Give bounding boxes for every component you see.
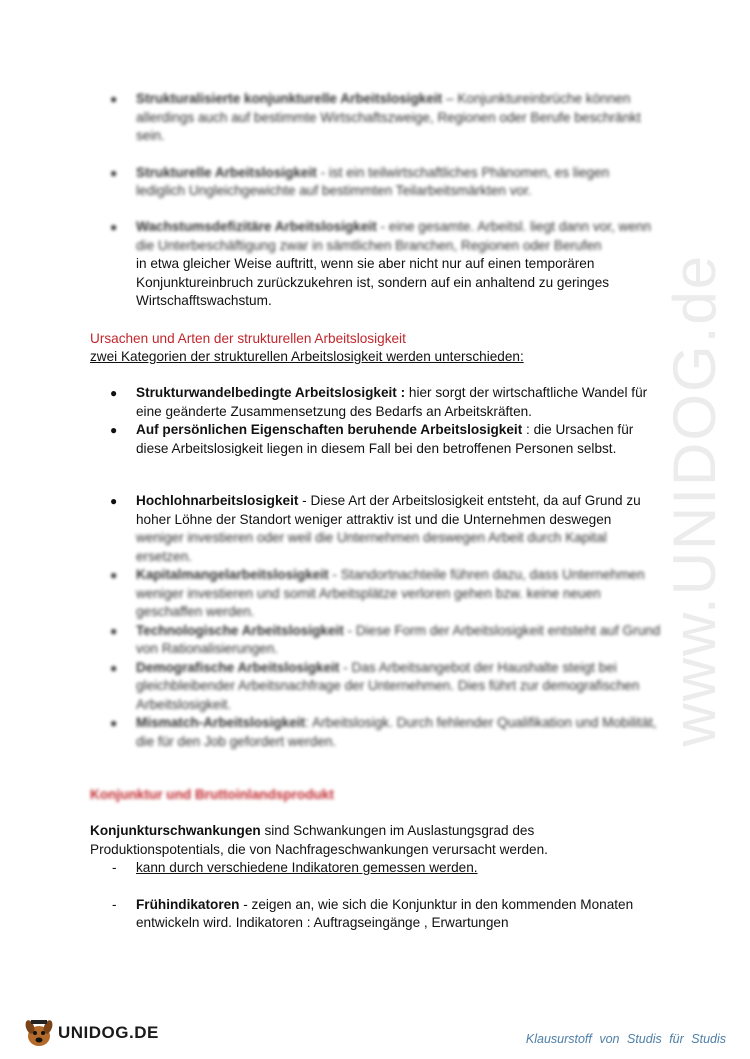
item-text: - Diese Art der Arbeitslosigkeit entsteht, da auf Grund zu hoher Löhne der Standort weniger attraktiv ist und die Unternehmen deswegen	[136, 493, 641, 527]
item-text: - Das Arbeitsangebot der Haushalte steigt bei gleichbleibender Arbeitsnachfrage der Unternehmen. Dies führt zur demografischen Arbeitslosigkeit.	[136, 659, 640, 712]
item-term: Kapitalmangelarbeitslosigkeit	[136, 567, 329, 582]
bullet-icon: ●	[110, 660, 118, 675]
dash-text: - zeigen an, wie sich die Konjunktur in den kommenden Monaten entwickeln wird. Indikatoren : Auftragseingänge , Erwartungen	[136, 896, 634, 930]
wachstum-item	[110, 218, 662, 311]
list-item	[110, 384, 662, 421]
dash-item	[112, 896, 652, 933]
item-term: Demografische Arbeitslosigkeit	[136, 659, 340, 675]
item-term: Strukturwandelbedingte Arbeitslosigkeit :	[136, 385, 406, 400]
dash-list	[112, 859, 652, 933]
dash-term: Frühindikatoren	[136, 896, 240, 912]
item-term: Wachstumsdefizitäre Arbeitslosigkeit	[136, 219, 377, 234]
list-item	[110, 90, 662, 146]
bullet-icon: ●	[110, 92, 118, 106]
item-text: : die Ursachen für diese Arbeitslosigkeit liegen in diesem Fall bei den betroffenen Personen selbst.	[136, 422, 634, 456]
item-text: hier sorgt der wirtschaftliche Wandel für eine geänderte Zusammensetzung des Bedarfs an Arbeitskräften.	[136, 385, 648, 419]
section-title: Konjunktur und Bruttoinlandsprodukt	[90, 787, 334, 802]
dash-text: kann durch verschiedene Indikatoren gemessen werden.	[136, 860, 478, 875]
paragraph-text: sind Schwankungen im Auslastungsgrad des Produktionspotentials, die von Nachfrageschwankungen verursacht werden.	[90, 823, 548, 857]
item-term: Technologische Arbeitslosigkeit	[136, 622, 344, 638]
list-item	[110, 659, 662, 715]
blurred-list	[110, 566, 662, 751]
item-text: - Diese Form der Arbeitslosigkeit entsteht auf Grund von Rationalisierungen.	[136, 622, 661, 656]
list-item	[110, 492, 662, 566]
section1-list	[110, 384, 662, 458]
item-text: - eine gesamte. Arbeitsl. liegt dann vor, wenn die Unterbeschäftigung zwar in sämtlichen Branchen, Regionen oder Berufen	[136, 219, 652, 253]
list-item	[110, 164, 662, 201]
item-text: – Konjunktureinbrüche können allerdings auch auf bestimmte Wirtschaftszweige, Regionen oder Berufe beschränkt sein.	[136, 91, 641, 143]
list-item	[110, 421, 662, 458]
list-item	[110, 714, 662, 751]
list-item	[110, 622, 662, 659]
item-text: : Arbeitslosigk. Durch fehlender Qualifikation und Mobilität, die für den Job gefordert werden.	[136, 715, 657, 749]
dash-mark: -	[112, 896, 117, 912]
dog-logo-icon	[22, 1016, 56, 1050]
item-term: Strukturalisierte konjunkturelle Arbeitslosigkeit	[136, 91, 443, 106]
blurred-part	[136, 218, 662, 255]
list-item	[110, 218, 662, 311]
item-term: Strukturelle Arbeitslosigkeit	[136, 164, 317, 180]
bullet-icon: ●	[110, 494, 118, 508]
bullet-icon: ●	[110, 220, 118, 234]
bullet-icon: ●	[110, 623, 118, 638]
item-term: Hochlohnarbeitslosigkeit	[136, 493, 299, 508]
paragraph-term: Konjunkturschwankungen	[90, 823, 261, 838]
item-text: - Standortnachteile führen dazu, dass Unternehmen weniger investieren und somit Arbeitsplätze verloren gehen bzw. keine neuen geschaffen werden.	[136, 567, 645, 619]
item-term: Auf persönlichen Eigenschaften beruhende Arbeitslosigkeit	[136, 422, 523, 437]
top-blurred-list	[110, 90, 662, 201]
section-subtitle: zwei Kategorien der strukturellen Arbeitslosigkeit werden unterschieden:	[90, 349, 524, 364]
bullet-icon: ●	[110, 165, 118, 180]
footer-brand: UNIDOG.DE	[58, 1022, 159, 1042]
footer-tagline: Klausurstoff von Studis für Studis	[525, 1032, 726, 1046]
footer-logo[interactable]	[22, 1016, 159, 1050]
dash-item	[112, 859, 652, 878]
section-title: Ursachen und Arten der strukturellen Arbeitslosigkeit	[90, 331, 406, 346]
bullet-icon: ●	[110, 568, 118, 582]
list-item	[110, 566, 662, 622]
bullet-icon: ●	[110, 716, 118, 730]
hochlohn-item	[110, 492, 662, 566]
item-term: Mismatch-Arbeitslosigkeit	[136, 715, 306, 730]
item-text: - ist ein teilwirtschaftliches Phänomen, es liegen lediglich Ungleichgewichte auf bestimmten Teilarbeitsmärkten vor.	[136, 164, 610, 198]
watermark-text: www.UNIDOG.de	[660, 253, 728, 747]
dash-mark: -	[112, 860, 117, 875]
paragraph	[90, 822, 650, 859]
blurred-part: weniger investieren oder weil die Unternehmen deswegen Arbeit durch Kapital ersetzen.	[136, 530, 607, 564]
bullet-icon: ●	[110, 386, 118, 400]
clear-part: in etwa gleicher Weise auftritt, wenn sie aber nicht nur auf einen temporären Konjunktureinbruch zurückzukehren ist, sondern auf ein anhaltend zu geringes Wirtschafftswachstum.	[136, 256, 610, 308]
bullet-icon: ●	[110, 423, 118, 437]
